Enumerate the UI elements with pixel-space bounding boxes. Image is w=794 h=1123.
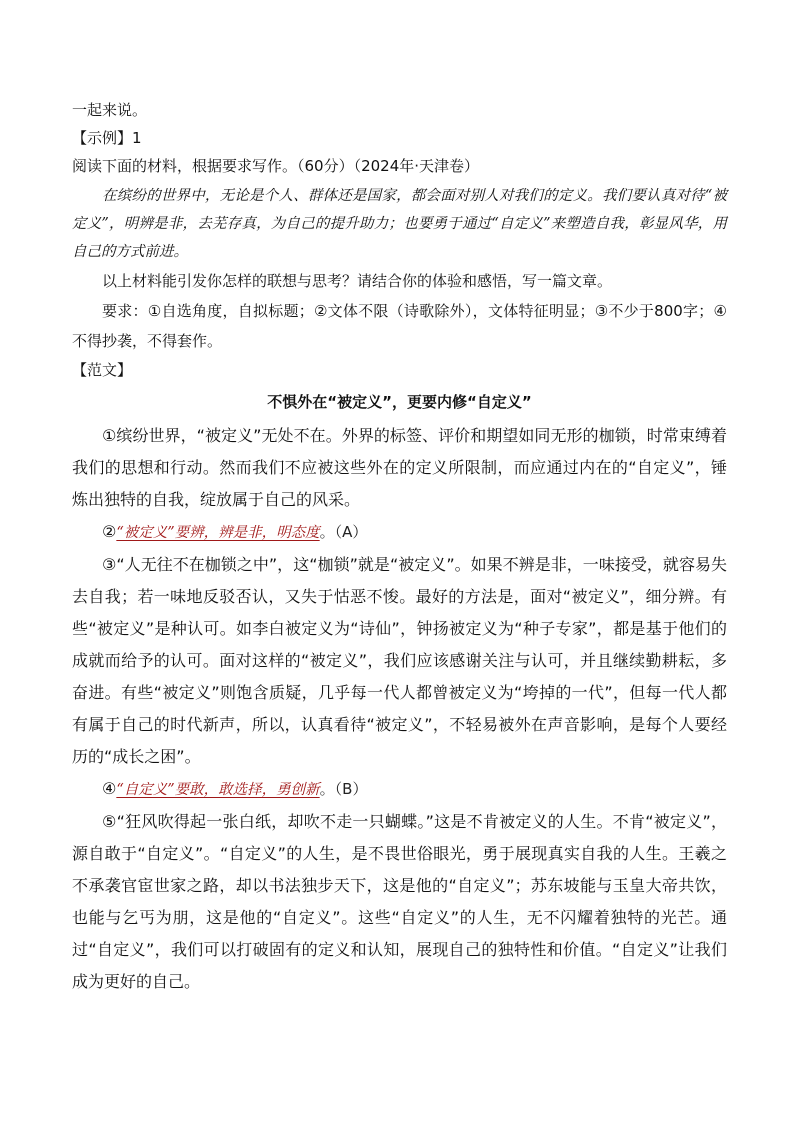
subheading-b-number: ④ xyxy=(102,779,117,798)
model-essay-heading: 【范文】 xyxy=(72,361,133,379)
document-page xyxy=(72,96,727,998)
subheading-b-text: “自定义”要敢，敢选择，勇创新 xyxy=(116,782,320,798)
subheading-a-number: ② xyxy=(102,522,117,541)
essay-title: 不惧外在“被定义”，更要内修“自定义” xyxy=(267,393,532,411)
task-line: 阅读下面的材料，根据要求写作。（60分）（2024年·天津卷） xyxy=(72,157,480,175)
prompt-material: 在缤纷的世界中，无论是个人、群体还是国家，都会面对别人对我们的定义。我们要认真对待“被定义”，明辨是非，去芜存真，为自己的提升助力；也要勇于通过“自定义”来塑造自我，彰显风华，用自己的方式前进。 xyxy=(72,188,727,260)
intro-line: 一起来说。 xyxy=(72,101,148,119)
subheading-b-mark: 。（B） xyxy=(319,780,368,798)
subheading-a-mark: 。（A） xyxy=(319,523,368,541)
essay-subheading-a xyxy=(72,516,727,549)
subheading-a-text: “被定义”要辨，辨是非，明态度 xyxy=(116,525,320,541)
question-text: 以上材料能引发你怎样的联想与思考？请结合你的体验和感悟，写一篇文章。 xyxy=(102,272,613,290)
essay-paragraph-3: ③“人无往不在枷锁之中”，这“枷锁”就是“被定义”。如果不辨是非，一味接受，就容易失去自我；若一味地反驳否认，又失于怙恶不悛。最好的方法是，面对“被定义”，细分辨。有些“被定义”是种认可。如李白被定义为“诗仙”，钟扬被定义为“种子专家”，都是基于他们的成就而给予的认可。面对这样的“被定义”，我们应该感谢关注与认可，并且继续勤耕耘，多奋进。有些“被定义”则饱含质疑，几乎每一代人都曾被定义为“垮掉的一代”，但每一代人都有属于自己的时代新声，所以，认真看待“被定义”，不轻易被外在声音影响，是每个人要经历的“成长之困”。 xyxy=(72,555,727,766)
essay-subheading-b xyxy=(72,773,727,806)
essay-paragraph-1: ①缤纷世界，“被定义”无处不在。外界的标签、评价和期望如同无形的枷锁，时常束缚着我们的思想和行动。然而我们不应被这些外在的定义所限制，而应通过内在的“自定义”，锤炼出独特的自我，绽放属于自己的风采。 xyxy=(72,426,727,509)
requirement-text: 要求：①自选角度，自拟标题；②文体不限（诗歌除外），文体特征明显；③不少于800字；④不得抄袭，不得套作。 xyxy=(72,302,727,350)
example-heading: 【示例】1 xyxy=(72,129,142,147)
essay-paragraph-5: ⑤“狂风吹得起一张白纸，却吹不走一只蝴蝶。”这是不肯被定义的人生。不肯“被定义”，源自敢于“自定义”。“自定义”的人生，是不畏世俗眼光，勇于展现真实自我的人生。王羲之不承袭官宦世家之路，却以书法独步天下，这是他的“自定义”；苏东坡能与玉皇大帝共饮，也能与乞丐为朋，这是他的“自定义”。这些“自定义”的人生，无不闪耀着独特的光芒。通过“自定义”，我们可以打破固有的定义和认知，展现自己的独特性和价值。“自定义”让我们成为更好的自己。 xyxy=(72,812,727,991)
